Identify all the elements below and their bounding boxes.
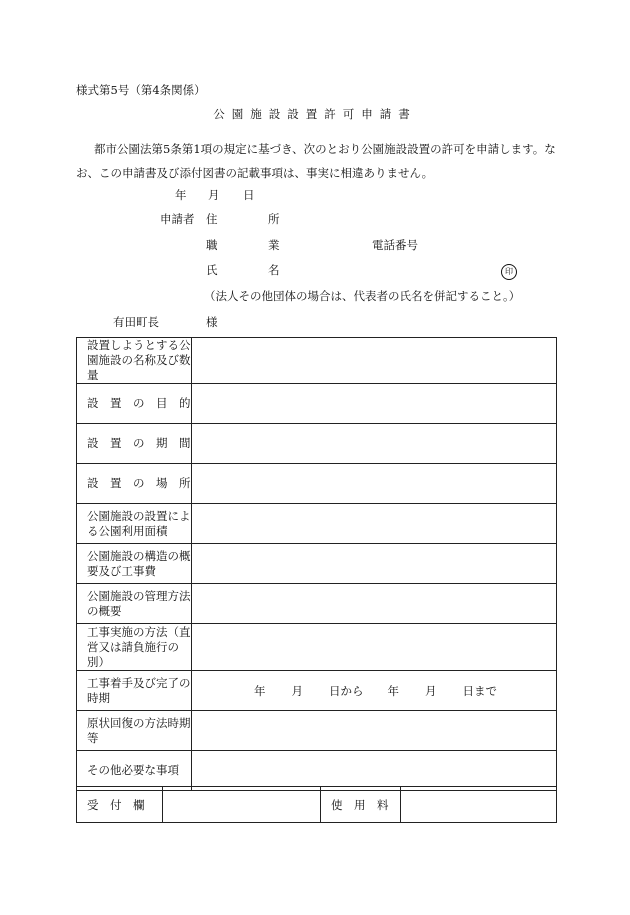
table-row (77, 787, 557, 823)
row-value[interactable] (192, 338, 557, 384)
application-table (76, 337, 557, 791)
addressee-name: 有田町長 (113, 315, 159, 329)
fee-field[interactable] (401, 787, 557, 823)
body-paragraph (76, 137, 558, 185)
period-month1: 月 (291, 683, 303, 698)
row-label: 公園施設の設置による公園利用面積 (77, 504, 192, 544)
period-year2: 年 (387, 683, 399, 698)
table-row (77, 384, 557, 424)
bottom-table (76, 786, 557, 823)
occupation-label-2: 業 (268, 238, 280, 252)
row-value[interactable] (192, 751, 557, 791)
period-month2: 月 (425, 683, 437, 698)
period-year1: 年 (254, 683, 266, 698)
applicant-note: （法人その他団体の場合は、代表者の氏名を併記すること。） (204, 289, 521, 303)
row-label: 公園施設の管理方法の概要 (77, 584, 192, 624)
table-row (77, 464, 557, 504)
table-row (77, 671, 557, 711)
row-value[interactable] (192, 424, 557, 464)
table-row (77, 624, 557, 671)
table-row (77, 751, 557, 791)
period-value[interactable] (192, 671, 557, 711)
row-value[interactable] (192, 504, 557, 544)
table-row (77, 711, 557, 751)
reception-field[interactable] (163, 787, 321, 823)
period-to: 日まで (462, 683, 497, 698)
row-value[interactable] (192, 584, 557, 624)
name-label-1: 氏 (206, 263, 218, 277)
table-row (77, 544, 557, 584)
table-row (77, 424, 557, 464)
phone-label: 電話番号 (372, 238, 418, 252)
row-label: 工事実施の方法（直営又は請負施行の別） (77, 624, 192, 671)
table-row (77, 504, 557, 544)
row-value[interactable] (192, 711, 557, 751)
address-label-2: 所 (268, 212, 280, 226)
addressee-honorific: 様 (206, 315, 218, 329)
fee-label: 使 用 料 (321, 787, 401, 823)
date-year-label: 年 (175, 188, 187, 202)
row-value[interactable] (192, 544, 557, 584)
occupation-label-1: 職 (206, 238, 218, 252)
row-label: 公園施設の構造の概要及び工事費 (77, 544, 192, 584)
date-month-label: 月 (208, 188, 220, 202)
row-label: 設 置 の 目 的 (77, 384, 192, 424)
row-value[interactable] (192, 464, 557, 504)
date-day-label: 日 (243, 188, 255, 202)
row-label: 原状回復の方法時期等 (77, 711, 192, 751)
table-row (77, 584, 557, 624)
document-title: 公園施設設置許可申請書 (213, 107, 417, 121)
period-from: 日から (329, 683, 364, 698)
table-row (77, 338, 557, 384)
row-label: 設置しようとする公園施設の名称及び数量 (77, 338, 192, 384)
row-label: 設 置 の 場 所 (77, 464, 192, 504)
seal-mark: 印 (501, 264, 517, 280)
row-value[interactable] (192, 384, 557, 424)
name-label-2: 名 (268, 263, 280, 277)
reception-label: 受 付 欄 (77, 787, 163, 823)
form-number: 様式第5号（第4条関係） (76, 83, 206, 97)
row-label: 工事着手及び完了の時期 (77, 671, 192, 711)
row-label: 設 置 の 期 間 (77, 424, 192, 464)
row-value[interactable] (192, 624, 557, 671)
address-label-1: 住 (206, 212, 218, 226)
row-label: その他必要な事項 (77, 751, 192, 791)
applicant-label: 申請者 (160, 212, 195, 226)
body-paragraph-text: 都市公園法第5条第1項の規定に基づき、次のとおり公園施設設置の許可を申請します。なお、この申請書及び添付図書の記載事項は、事実に相違ありません。 (76, 142, 556, 180)
